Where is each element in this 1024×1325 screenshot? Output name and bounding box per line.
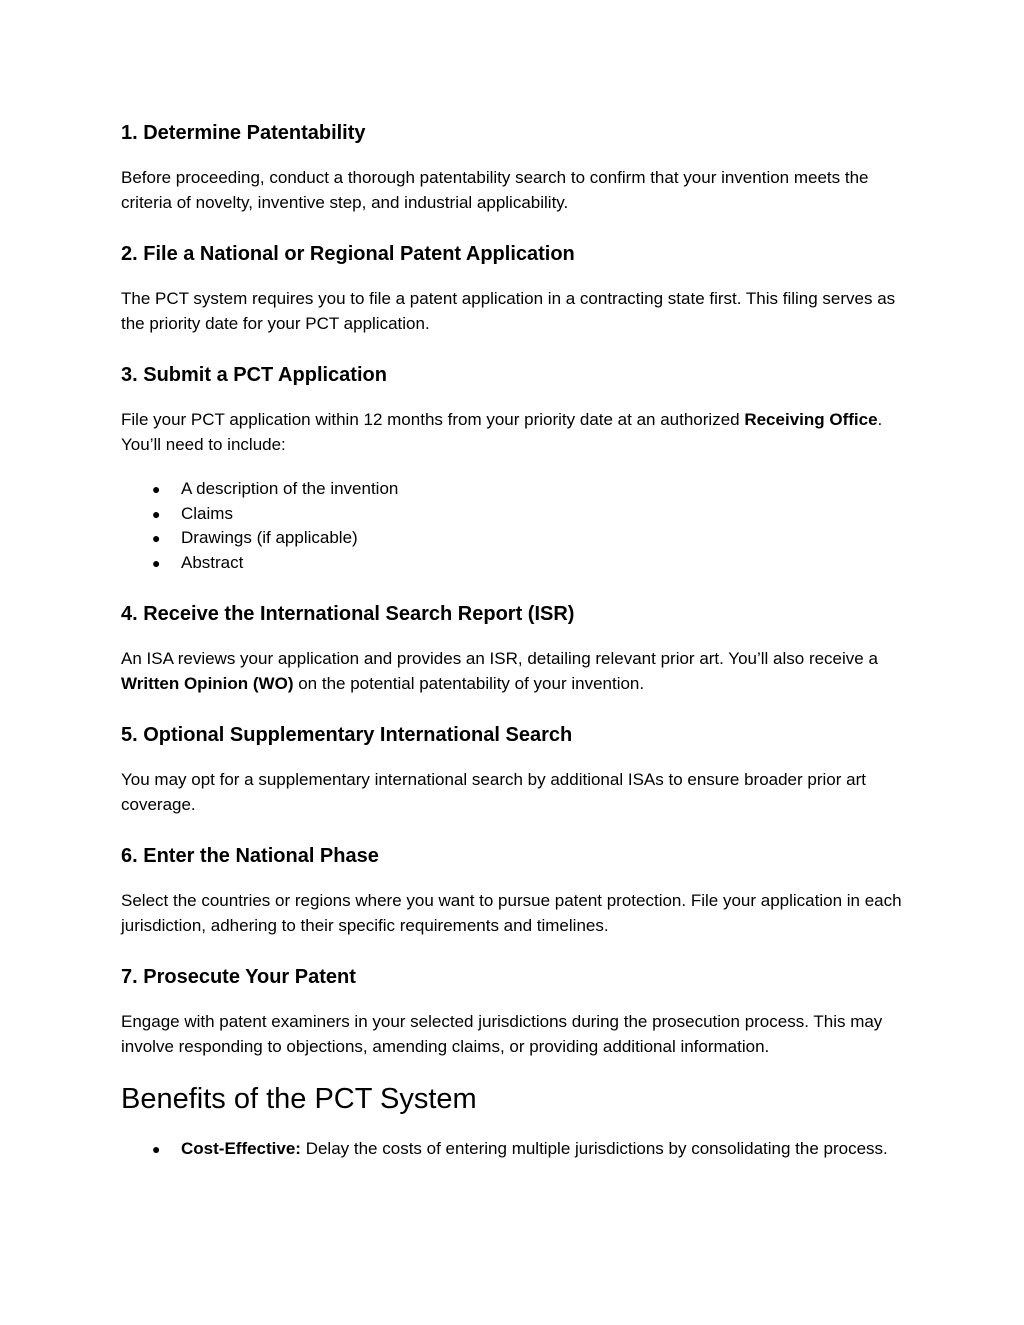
written-opinion-term: Written Opinion (WO) — [121, 673, 294, 693]
step-7-body: Engage with patent examiners in your selected jurisdictions during the prosecution process. This may involve responding to objections, amending claims, or providing additional information. — [121, 1012, 883, 1056]
step-1-heading: 1. Determine Patentability — [121, 122, 366, 144]
benefits-section — [121, 1081, 911, 1162]
step-3-body-pre: File your PCT application within 12 months from your priority date at an authorized — [121, 410, 745, 429]
list-item — [121, 502, 911, 527]
benefits-list — [121, 1137, 911, 1162]
step-4-section — [121, 601, 911, 696]
step-4-body-post: on the potential patentability of your invention. — [293, 673, 645, 693]
step-4-body — [121, 647, 911, 696]
step-2-body: The PCT system requires you to file a patent application in a contracting state first. This filing serves as the priority date for your PCT application. — [121, 289, 896, 333]
step-7-section — [121, 964, 911, 1059]
document-page — [121, 120, 911, 1162]
step-1-body: Before proceeding, conduct a thorough patentability search to confirm that your invention meets the criteria of novelty, inventive step, and industrial applicability. — [121, 168, 869, 212]
bullet-icon: ● — [152, 505, 161, 522]
benefit-label: Cost-Effective: — [181, 1139, 301, 1158]
list-item-text: Claims — [181, 503, 233, 523]
step-2-section — [121, 241, 911, 336]
step-3-heading: 3. Submit a PCT Application — [121, 364, 387, 386]
bullet-icon: ● — [152, 530, 161, 546]
step-6-heading: 6. Enter the National Phase — [121, 845, 379, 867]
step-4-body-pre: An ISA reviews your application and provides an ISR, detailing relevant prior art. You’ll also receive a — [121, 649, 878, 668]
step-5-section — [121, 722, 911, 817]
step-6-section — [121, 843, 911, 938]
bullet-icon: ● — [152, 1141, 161, 1157]
step-3-section — [121, 362, 911, 575]
step-4-heading: 4. Receive the International Search Report (ISR) — [121, 603, 575, 625]
bullet-icon: ● — [152, 554, 161, 571]
bullet-icon: ● — [152, 481, 161, 497]
list-item — [121, 1137, 911, 1162]
benefit-text: Delay the costs of entering multiple jurisdictions by consolidating the process. — [300, 1139, 888, 1158]
step-7-heading: 7. Prosecute Your Patent — [121, 966, 356, 988]
list-item-text: Abstract — [181, 552, 244, 572]
step-3-include-list — [121, 477, 911, 575]
list-item — [121, 526, 911, 551]
step-5-body: You may opt for a supplementary international search by additional ISAs to ensure broader prior art coverage. — [121, 770, 866, 814]
benefits-heading: Benefits of the PCT System — [121, 1083, 477, 1115]
list-item-text: A description of the invention — [181, 479, 399, 498]
receiving-office-term: Receiving Office — [744, 410, 878, 429]
list-item — [121, 551, 911, 576]
step-1-section — [121, 120, 911, 215]
step-5-heading: 5. Optional Supplementary International Search — [121, 724, 573, 746]
step-3-body — [121, 408, 911, 457]
step-3-body-post: . You’ll need to include: — [121, 410, 883, 454]
step-6-body: Select the countries or regions where you want to pursue patent protection. File your application in each jurisdiction, adhering to their specific requirements and timelines. — [121, 891, 902, 935]
list-item-text: Drawings (if applicable) — [181, 528, 358, 547]
step-2-heading: 2. File a National or Regional Patent Application — [121, 243, 575, 265]
list-item — [121, 477, 911, 502]
